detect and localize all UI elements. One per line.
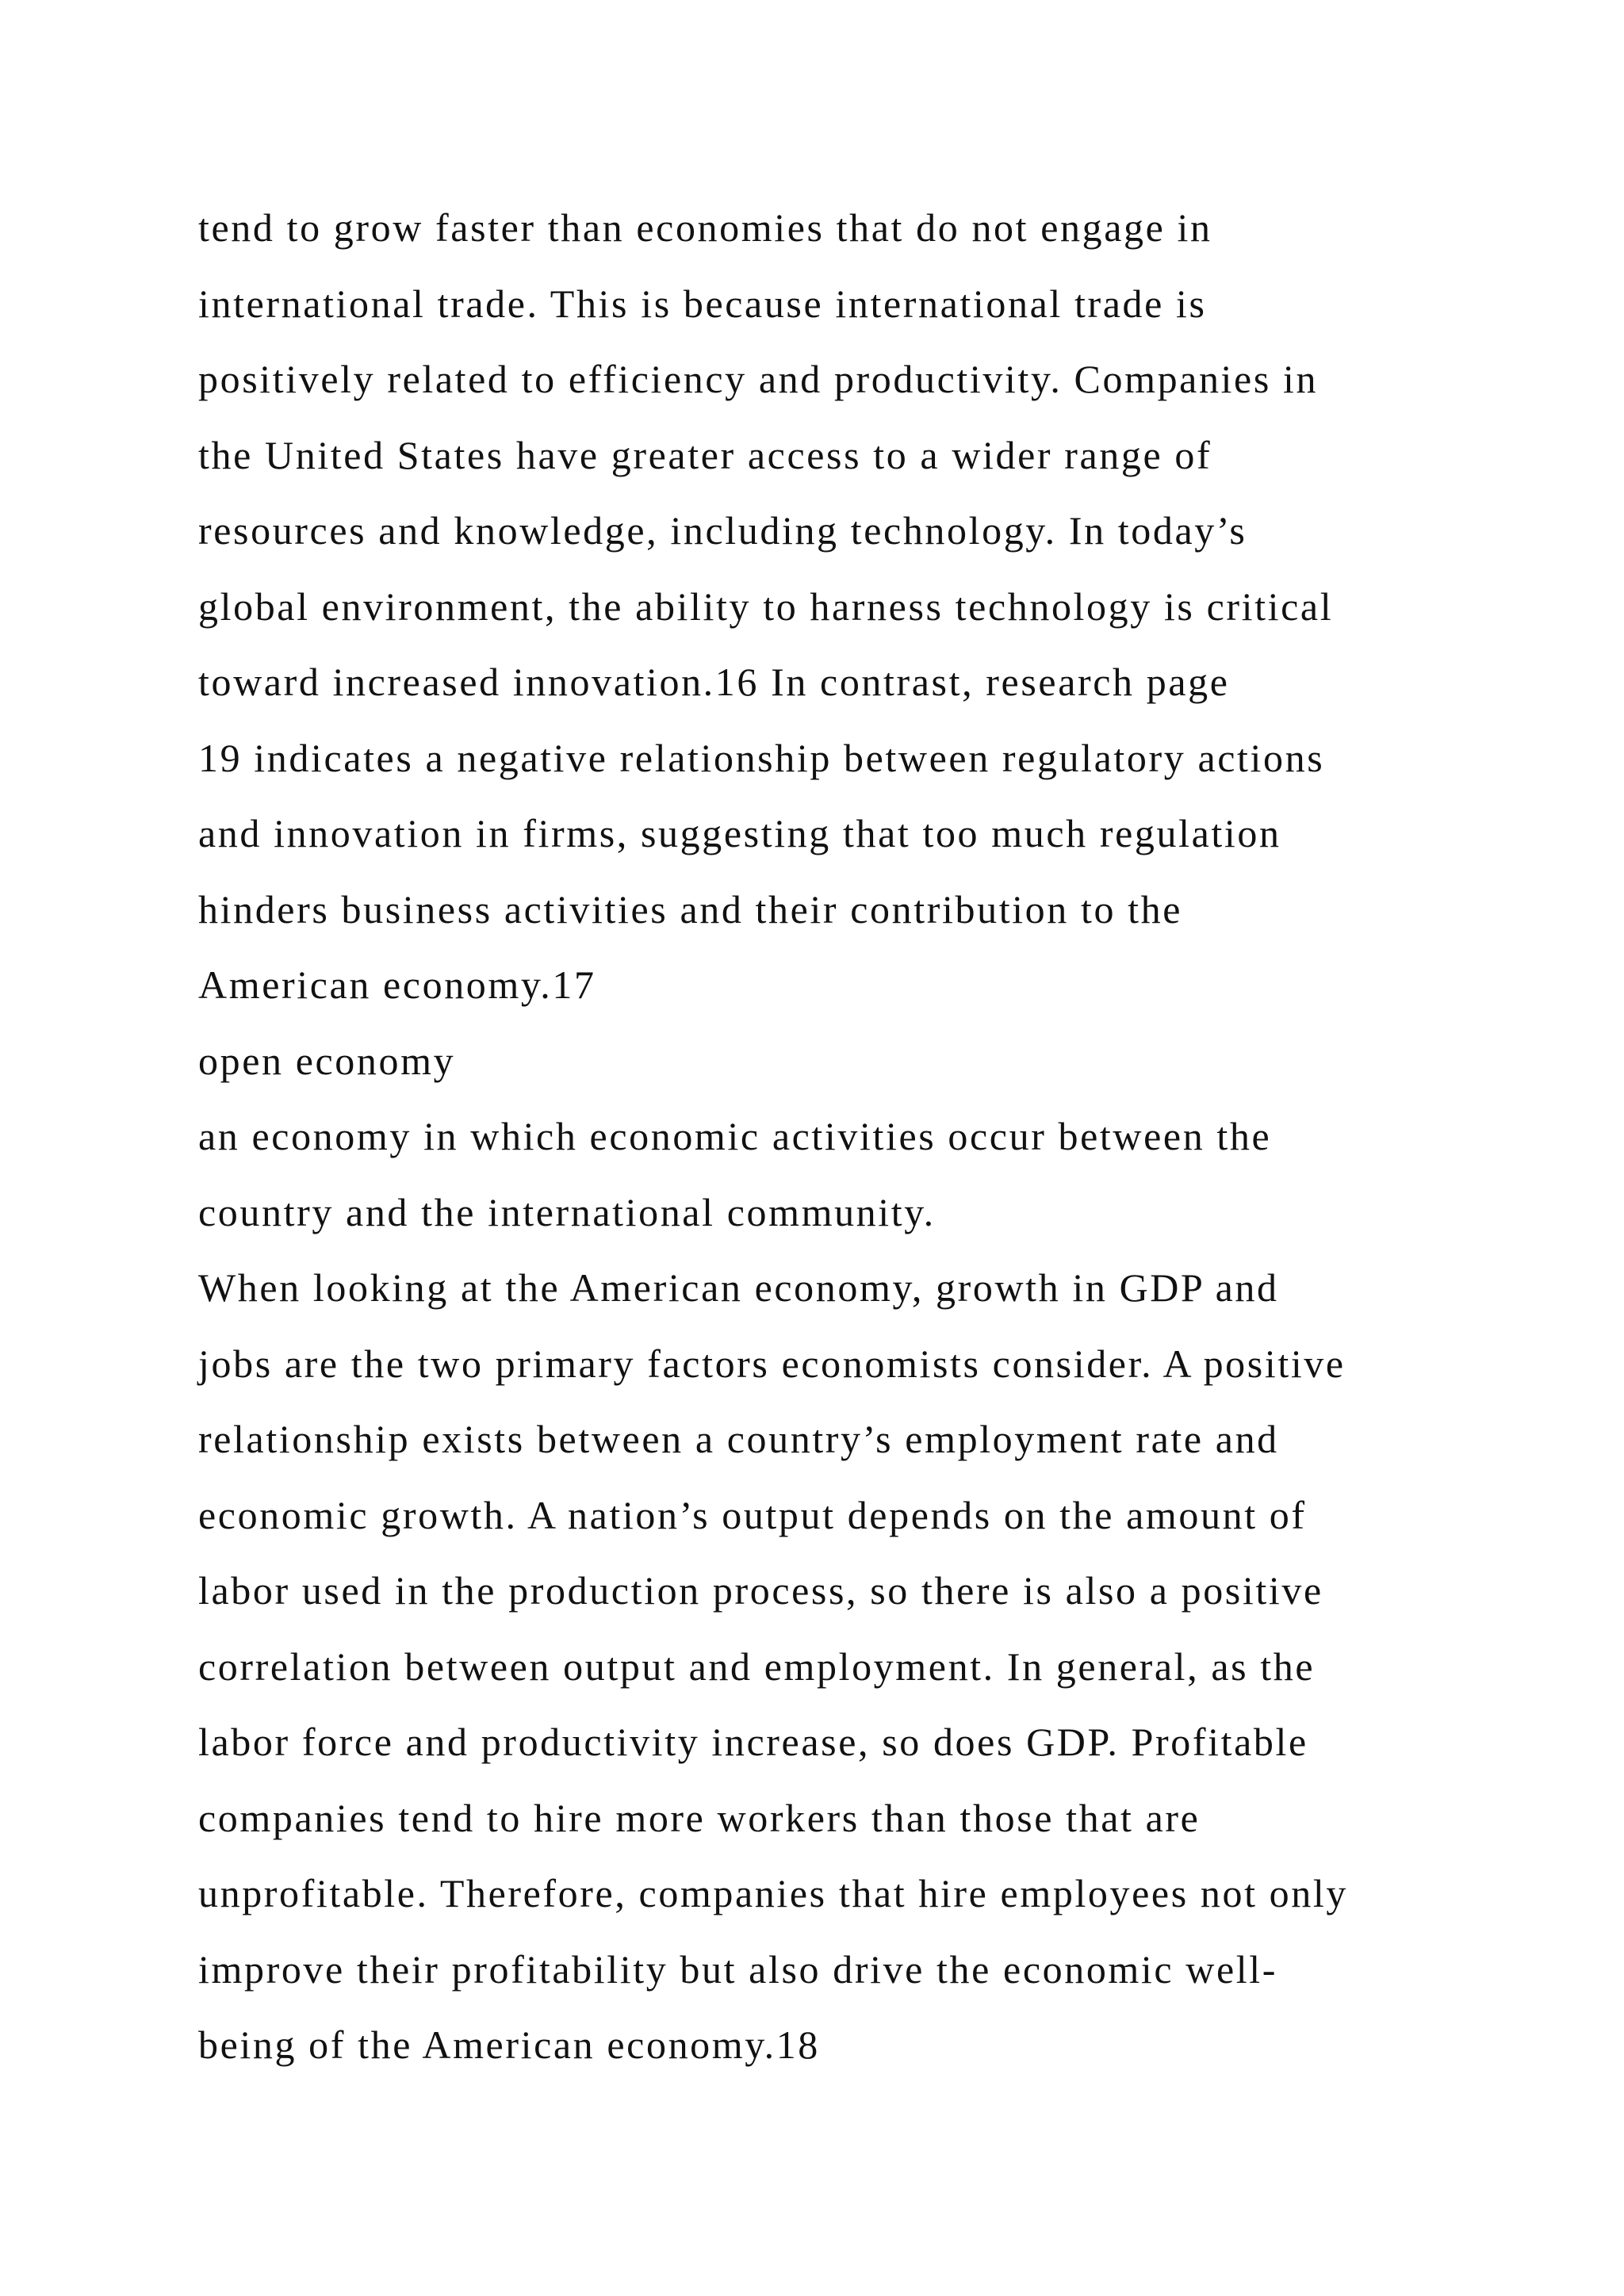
text-line: labor used in the production process, so there is also a positive: [198, 1568, 1323, 1613]
text-line: When looking at the American economy, growth in GDP and: [198, 1265, 1279, 1310]
text-line: economic growth. A nation’s output depends on the amount of: [198, 1492, 1307, 1537]
text-line: the United States have greater access to a wider range of: [198, 432, 1212, 477]
text-line: correlation between output and employment. In general, as the: [198, 1644, 1316, 1689]
term-heading: open economy: [198, 1038, 456, 1083]
text-line: toward increased innovation.16 In contrast, research page: [198, 660, 1230, 704]
text-line: tend to grow faster than economies that do not engage in: [198, 205, 1212, 250]
text-line: global environment, the ability to harness technology is critical: [198, 584, 1334, 629]
text-line: 19 indicates a negative relationship between regulatory actions: [198, 735, 1325, 780]
text-line: hinders business activities and their contribution to the: [198, 886, 1183, 932]
body-text: [198, 190, 1546, 2084]
text-line: companies tend to hire more workers than those that are: [198, 1795, 1201, 1840]
term-definition: country and the international community.: [198, 1189, 936, 1234]
text-line: being of the American economy.18: [198, 2022, 820, 2067]
term-definition: an economy in which economic activities occur between the: [198, 1114, 1272, 1158]
text-line: positively related to efficiency and productivity. Companies in: [198, 357, 1319, 401]
text-line: relationship exists between a country’s employment rate and: [198, 1417, 1279, 1461]
text-line: international trade. This is because international trade is: [198, 281, 1207, 326]
text-line: unprofitable. Therefore, companies that hire employees not only: [198, 1871, 1348, 1915]
text-line: American economy.17: [198, 962, 596, 1007]
text-line: resources and knowledge, including technology. In today’s: [198, 508, 1247, 553]
text-line: and innovation in firms, suggesting that too much regulation: [198, 811, 1281, 855]
text-line: labor force and productivity increase, so does GDP. Profitable: [198, 1720, 1308, 1764]
text-line: improve their profitability but also drive the economic well-: [198, 1946, 1278, 1992]
text-line: jobs are the two primary factors economists consider. A positive: [198, 1341, 1346, 1386]
